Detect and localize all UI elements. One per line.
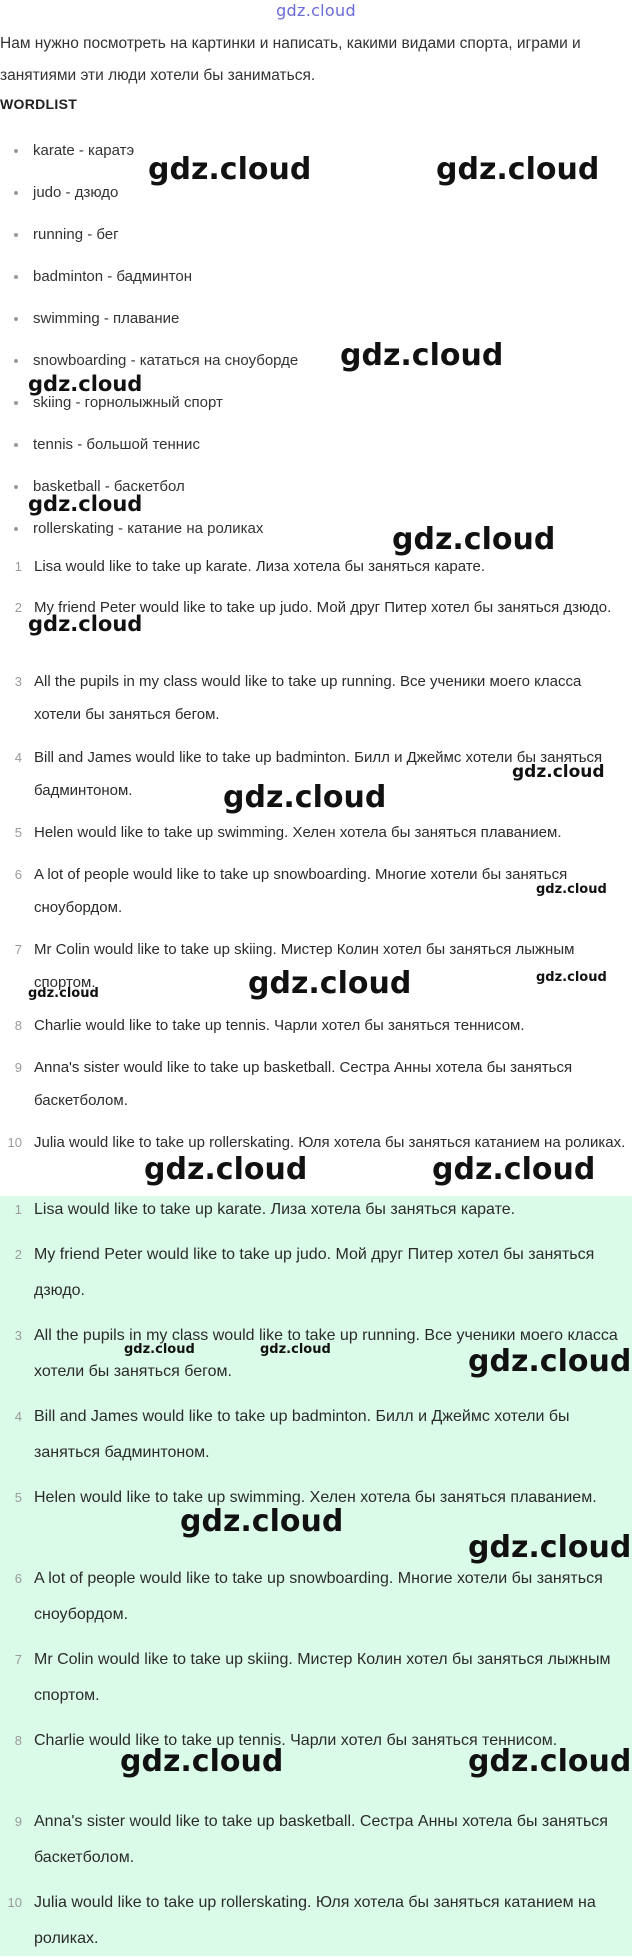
watermark: gdz.cloud bbox=[144, 1152, 308, 1187]
answer-text: Anna's sister would like to take up basketball. Сестра Анны хотела бы заняться баскетболом. bbox=[34, 1059, 573, 1109]
answer-text: All the pupils in my class would like to take up running. Все ученики моего класса хотели бы заняться бегом. bbox=[34, 1327, 618, 1380]
answer-number: 3 bbox=[14, 674, 22, 689]
watermark: gdz.cloud bbox=[536, 882, 607, 897]
wordlist-item: tennis - большой теннис bbox=[0, 434, 632, 476]
answer-text: Anna's sister would like to take up basketball. Сестра Анны хотела бы заняться баскетболом. bbox=[34, 1813, 608, 1866]
answer-number: 7 bbox=[14, 942, 22, 957]
watermark: gdz.cloud bbox=[124, 1342, 195, 1357]
bullet-icon bbox=[14, 275, 18, 279]
answer-text: Lisa would like to take up karate. Лиза хотела бы заняться карате. bbox=[34, 558, 485, 575]
watermark: gdz.cloud bbox=[148, 152, 312, 187]
wordlist-heading: WORDLIST bbox=[0, 96, 78, 112]
watermark: gdz.cloud bbox=[392, 522, 556, 557]
wordlist-item: rollerskating - катание на роликах bbox=[0, 518, 632, 560]
watermark: gdz.cloud bbox=[340, 338, 504, 373]
watermark: gdz.cloud bbox=[28, 986, 99, 1001]
answer-text: Mr Colin would like to take up skiing. Мистер Колин хотел бы заняться лыжным спортом. bbox=[34, 1651, 611, 1704]
watermark: gdz.cloud bbox=[536, 970, 607, 985]
answer-number: 10 bbox=[7, 1135, 22, 1150]
wordlist-item: basketball - баскетбол bbox=[0, 476, 632, 518]
answer-number: 2 bbox=[14, 600, 22, 615]
answer-number: 5 bbox=[14, 825, 22, 840]
answer-number: 10 bbox=[7, 1895, 22, 1910]
watermark: gdz.cloud bbox=[180, 1504, 344, 1539]
watermark: gdz.cloud bbox=[436, 152, 600, 187]
watermark: gdz.cloud bbox=[28, 372, 143, 396]
answer-text: Charlie would like to take up tennis. Чарли хотел бы заняться теннисом. bbox=[34, 1732, 558, 1749]
wordlist-item: swimming - плавание bbox=[0, 308, 632, 350]
bullet-icon bbox=[14, 233, 18, 237]
answer-number: 4 bbox=[14, 1409, 22, 1424]
answer-number: 6 bbox=[14, 867, 22, 882]
answer-number: 4 bbox=[14, 750, 22, 765]
answer-text: Mr Colin would like to take up skiing. Мистер Колин хотел бы заняться лыжным спортом. bbox=[34, 941, 575, 991]
answer-number: 8 bbox=[14, 1018, 22, 1033]
answer-text: Helen would like to take up swimming. Хелен хотела бы заняться плаванием. bbox=[34, 824, 562, 841]
wordlist-item: judo - дзюдо bbox=[0, 182, 632, 224]
answer-text: Charlie would like to take up tennis. Чарли хотел бы заняться теннисом. bbox=[34, 1017, 525, 1034]
task-description: Нам нужно посмотреть на картинки и написать, какими видами спорта, играми и занятиями эти люди хотели бы заниматься. bbox=[0, 35, 581, 84]
answer-text: Julia would like to take up rollerskating. Юля хотела бы заняться катанием на роликах. bbox=[34, 1894, 596, 1947]
answer-number: 6 bbox=[14, 1571, 22, 1586]
answer-number: 9 bbox=[14, 1814, 22, 1829]
watermark: gdz.cloud bbox=[512, 762, 605, 782]
answer-number: 1 bbox=[14, 1202, 22, 1217]
watermark: gdz.cloud bbox=[468, 1344, 632, 1379]
answer-text: My friend Peter would like to take up judo. Мой друг Питер хотел бы заняться дзюдо. bbox=[34, 599, 612, 616]
answer-number: 8 bbox=[14, 1733, 22, 1748]
answer-text: Bill and James would like to take up badminton. Билл и Джеймс хотели бы заняться бадминтоном. bbox=[34, 1408, 570, 1461]
answer-text: Helen would like to take up swimming. Хелен хотела бы заняться плаванием. bbox=[34, 1489, 597, 1506]
watermark: gdz.cloud bbox=[28, 612, 143, 636]
bullet-icon bbox=[14, 359, 18, 363]
wordlist-item: running - бег bbox=[0, 224, 632, 266]
answer-text: A lot of people would like to take up snowboarding. Многие хотели бы заняться сноубордом. bbox=[34, 866, 568, 916]
bullet-icon bbox=[14, 401, 18, 405]
answer-number: 3 bbox=[14, 1328, 22, 1343]
answer-number: 9 bbox=[14, 1060, 22, 1075]
answer-text: My friend Peter would like to take up judo. Мой друг Питер хотел бы заняться дзюдо. bbox=[34, 1246, 595, 1299]
watermark: gdz.cloud bbox=[248, 966, 412, 1001]
wordlist-item: skiing - горнолыжный спорт bbox=[0, 392, 632, 434]
answer-text: Bill and James would like to take up badminton. Билл и Джеймс хотели бы заняться бадминтоном. bbox=[34, 749, 603, 799]
wordlist-item: snowboarding - кататься на сноуборде bbox=[0, 350, 632, 392]
watermark: gdz.cloud bbox=[223, 780, 387, 815]
bullet-icon bbox=[14, 191, 18, 195]
bullet-icon bbox=[14, 443, 18, 447]
answer-text: All the pupils in my class would like to take up running. Все ученики моего класса хотели бы заняться бегом. bbox=[34, 673, 582, 723]
bullet-icon bbox=[14, 149, 18, 153]
watermark: gdz.cloud bbox=[468, 1530, 632, 1565]
answer-number: 1 bbox=[14, 559, 22, 574]
answer-text: Julia would like to take up rollerskating. Юля хотела бы заняться катанием на роликах. bbox=[34, 1134, 626, 1151]
watermark: gdz.cloud bbox=[120, 1744, 284, 1779]
answer-text: A lot of people would like to take up snowboarding. Многие хотели бы заняться сноубордом. bbox=[34, 1570, 603, 1623]
bullet-icon bbox=[14, 527, 18, 531]
watermark: gdz.cloud bbox=[28, 492, 143, 516]
answer-number: 7 bbox=[14, 1652, 22, 1667]
watermark: gdz.cloud bbox=[260, 1342, 331, 1357]
site-logo[interactable]: gdz.cloud bbox=[276, 1, 356, 20]
answer-number: 5 bbox=[14, 1490, 22, 1505]
wordlist-item: karate - каратэ bbox=[0, 140, 632, 182]
watermark: gdz.cloud bbox=[468, 1744, 632, 1779]
bullet-icon bbox=[14, 317, 18, 321]
wordlist-item: badminton - бадминтон bbox=[0, 266, 632, 308]
watermark: gdz.cloud bbox=[432, 1152, 596, 1187]
answer-number: 2 bbox=[14, 1247, 22, 1262]
answer-text: Lisa would like to take up karate. Лиза хотела бы заняться карате. bbox=[34, 1201, 516, 1218]
bullet-icon bbox=[14, 485, 18, 489]
